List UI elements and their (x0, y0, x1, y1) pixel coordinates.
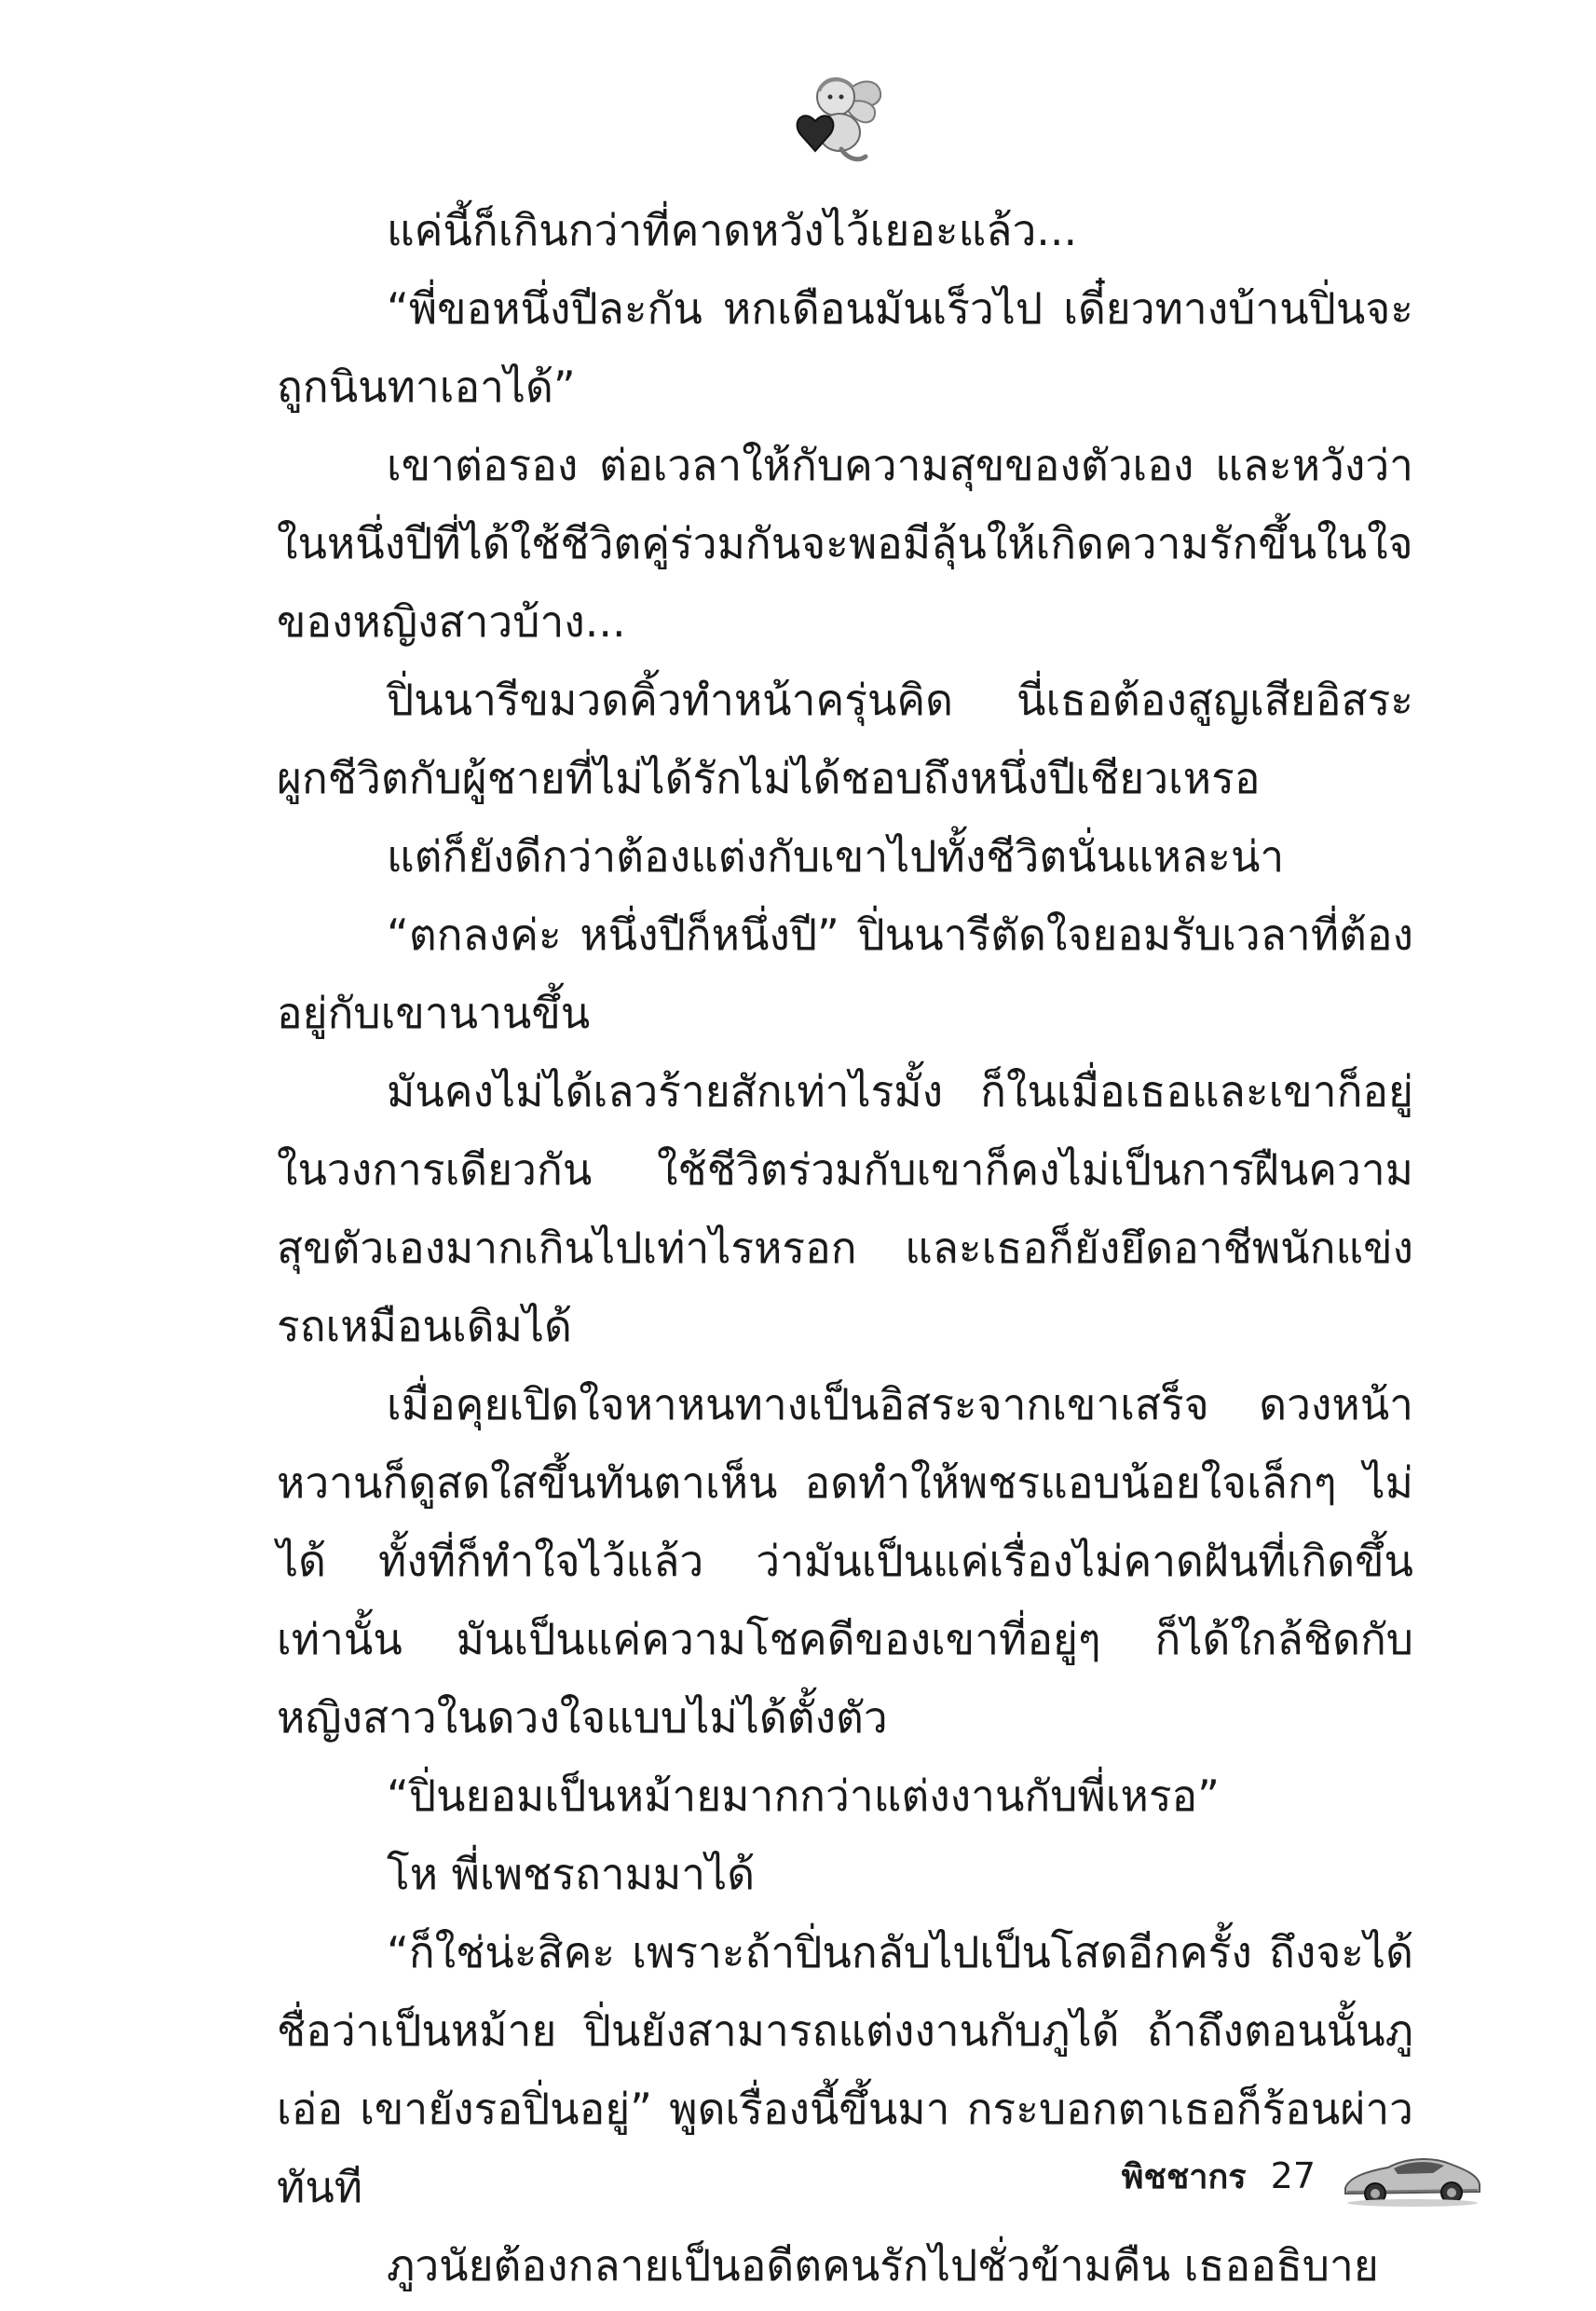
page-number: 27 (1270, 2155, 1316, 2196)
paragraph: แค่นี้ก็เกินกว่าที่คาดหวังไว้เยอะแล้ว... (387, 205, 1078, 255)
paragraph: “ก็ใช่น่ะสิคะ เพราะถ้าปิ่นกลับไปเป็นโสดอีกครั้ง ถึงจะได้ชื่อว่าเป็นหม้าย ปิ่นยังสามารถแต่งงานกับภูได้ ถ้าถึงตอนนั้นภู เอ่อ เขายังรอปิ่นอยู่” พูดเรื่องนี้ขึ้นมา กระบอกตาเธอก็ร้อนผ่าวทันที (277, 1927, 1413, 2212)
paragraph: แต่ก็ยังดีกว่าต้องแต่งกับเขาไปทั้งชีวิตนั่นแหละน่า (387, 831, 1285, 882)
paragraph: ปิ่นนารีขมวดคิ้วทำหน้าครุ่นคิด นี่เธอต้องสูญเสียอิสระผูกชีวิตกับผู้ชายที่ไม่ได้รักไม่ได้ชอบถึงหนึ่งปีเชียวเหรอ (277, 675, 1413, 803)
footer-title: พิชชากร (1121, 2157, 1247, 2196)
paragraph: “ปิ่นยอมเป็นหม้ายมากกว่าแต่งงานกับพี่เหรอ” (387, 1771, 1220, 1821)
paragraph: “พี่ขอหนึ่งปีละกัน หกเดือนมันเร็วไป เดี๋ยวทางบ้านปิ่นจะถูกนินทาเอาได้” (277, 283, 1413, 412)
paragraph: เมื่อคุยเปิดใจหาหนทางเป็นอิสระจากเขาเสร็จ ดวงหน้าหวานก็ดูสดใสขึ้นทันตาเห็น อดทำให้พชรแอบน้อยใจเล็กๆ ไม่ได้ ทั้งที่ก็ทำใจไว้แล้ว ว่ามันเป็นแค่เรื่องไม่คาดฝันที่เกิดขึ้นเท่านั้น มันเป็นแค่ความโชคดีของเขาที่อยู่ๆ ก็ได้ใกล้ชิดกับหญิงสาวในดวงใจแบบไม่ได้ตั้งตัว (277, 1379, 1413, 1743)
page-body (277, 191, 1413, 2304)
paragraph: เขาต่อรอง ต่อเวลาให้กับความสุขของตัวเอง และหวังว่าในหนึ่งปีที่ได้ใช้ชีวิตคู่ร่วมกันจะพอมีลุ้นให้เกิดความรักขึ้นในใจของหญิงสาวบ้าง... (277, 440, 1413, 647)
page-footer (1122, 2134, 1484, 2218)
sports-car-icon (1340, 2143, 1484, 2208)
cupid-heart-icon (787, 65, 890, 168)
paragraph: ภูวนัยต้องกลายเป็นอดีตคนรักไปชั่วข้ามคืน เธออธิบาย (387, 2240, 1379, 2290)
paragraph: “ตกลงค่ะ หนึ่งปีก็หนึ่งปี” ปิ่นนารีตัดใจยอมรับเวลาที่ต้องอยู่กับเขานานขึ้น (277, 909, 1413, 1038)
paragraph: มันคงไม่ได้เลวร้ายสักเท่าไรมั้ง ก็ในเมื่อเธอและเขาก็อยู่ในวงการเดียวกัน ใช้ชีวิตร่วมกับเขาก็คงไม่เป็นการฝืนความสุขตัวเองมากเกินไปเท่าไรหรอก และเธอก็ยังยึดอาชีพนักแข่งรถเหมือนเดิมได้ (277, 1066, 1413, 1351)
paragraph: โห พี่เพชรถามมาได้ (387, 1849, 756, 1899)
